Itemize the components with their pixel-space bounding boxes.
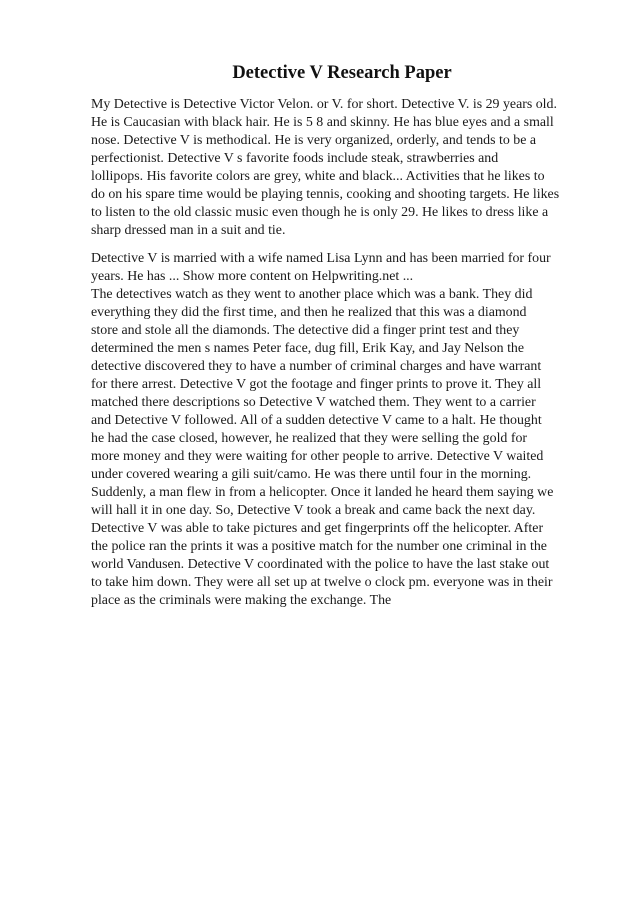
paragraph-1-line: nose. Detective V is methodical. He is very organized, orderly, and tends to be a <box>91 133 537 148</box>
paragraph-2-line: under covered wearing a gili suit/camo. He was there until four in the morning. <box>91 467 532 482</box>
paragraph-2-line: Detective V was able to take pictures and get fingerprints off the helicopter. After <box>91 521 544 536</box>
paragraph-2-line: and Detective V followed. All of a sudden detective V came to a halt. He thought <box>91 413 542 428</box>
paragraph-2-line: world Vandusen. Detective V coordinated with the police to have the last stake out <box>91 557 550 572</box>
paragraph-2-line: more money and they were waiting for other people to arrive. Detective V waited <box>91 449 544 464</box>
paragraph-2-line: Detective V is married with a wife named Lisa Lynn and has been married for four <box>91 251 551 266</box>
paragraph-1-line: He is Caucasian with black hair. He is 5 8 and skinny. He has blue eyes and a small <box>91 115 554 130</box>
paragraph-1-line: lollipops. His favorite colors are grey, white and black... Activities that he likes to <box>91 169 545 184</box>
paragraph-2-line: to take him down. They were all set up at twelve o clock pm. everyone was in their <box>91 575 553 590</box>
paragraph-2-line: determined the men s names Peter face, dug fill, Erik Kay, and Jay Nelson the <box>91 341 525 356</box>
paragraph-2-line: for there arrest. Detective V got the footage and finger prints to prove it. They all <box>91 377 542 392</box>
paragraph-2-line: will hall it in one day. So, Detective V took a break and came back the next day. <box>91 503 536 518</box>
paragraph-2-line: detective discovered they to have a number of criminal charges and have warrant <box>91 359 542 374</box>
paragraph-1-line: perfectionist. Detective V s favorite foods include steak, strawberries and <box>91 151 499 166</box>
document-title: Detective V Research Paper <box>232 63 452 83</box>
paragraph-1-line: My Detective is Detective Victor Velon. or V. for short. Detective V. is 29 years old. <box>91 97 557 112</box>
paragraph-2-line: store and stole all the diamonds. The detective did a finger print test and they <box>91 323 520 338</box>
paragraph-2-line: years. He has ... Show more content on Helpwriting.net ... <box>91 269 414 284</box>
paragraph-2-line: The detectives watch as they went to another place which was a bank. They did <box>91 287 533 302</box>
paragraph-2-line: he had the case closed, however, he realized that they were selling the gold for <box>91 431 528 446</box>
paragraph-1-line: do on his spare time would be playing tennis, cooking and shooting targets. He likes <box>91 187 560 202</box>
paragraph-2-line: place as the criminals were making the exchange. The <box>91 593 392 608</box>
paragraph-1-line: to listen to the old classic music even though he is only 29. He likes to dress like a <box>91 205 549 220</box>
paragraph-1-line: sharp dressed man in a suit and tie. <box>91 223 286 238</box>
paragraph-2-line: matched there descriptions so Detective V watched them. They went to a carrier <box>91 395 536 410</box>
paragraph-2-line: the police ran the prints it was a positive match for the number one criminal in the <box>91 539 547 554</box>
paragraph-2-line: Suddenly, a man flew in from a helicopter. Once it landed he heard them saying we <box>91 485 554 500</box>
paragraph-2-line: everything they did the first time, and then he realized that this was a diamond <box>91 305 527 320</box>
